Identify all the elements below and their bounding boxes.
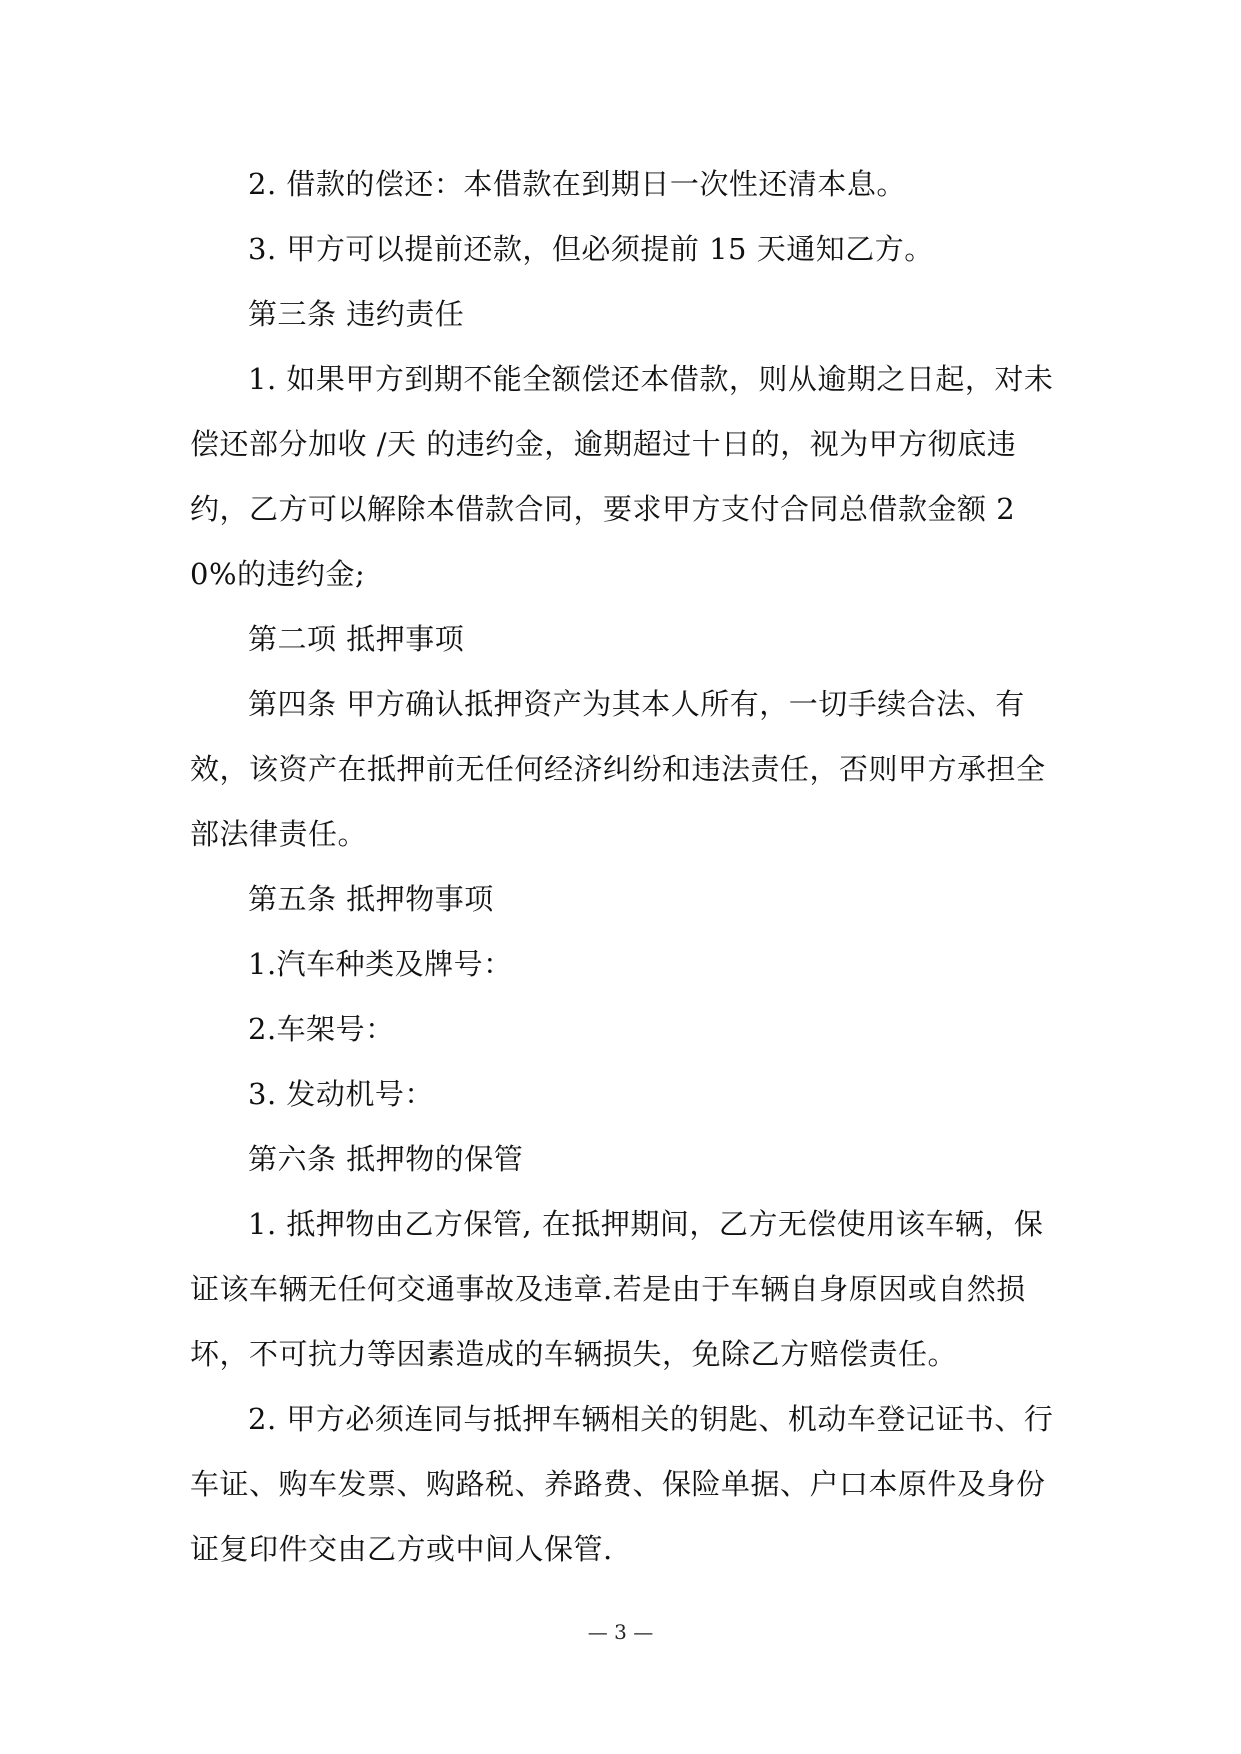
paragraph-frame-number: 2.车架号：: [248, 1012, 395, 1046]
page-number: — 3 —: [587, 1620, 654, 1644]
heading-section-2: 第二项 抵押事项: [248, 622, 465, 656]
paragraph-repayment: 2. 借款的偿还：本借款在到期日一次性还清本息。: [248, 167, 906, 201]
paragraph-custody-2: 2. 甲方必须连同与抵押车辆相关的钥匙、机动车登记证书、行车证、购车发票、购路税、养路费、保险单据、户口本原件及身份证复印件交由乙方或中间人保管.: [190, 1402, 1054, 1566]
paragraph-custody-1: 1. 抵押物由乙方保管, 在抵押期间，乙方无偿使用该车辆，保证该车辆无任何交通事故及违章.若是由于车辆自身原因或自然损坏，不可抗力等因素造成的车辆损失，免除乙方赔偿责任。: [190, 1207, 1044, 1371]
paragraph-article-4: 第四条 甲方确认抵押资产为其本人所有，一切手续合法、有效，该资产在抵押前无任何经济纠纷和违法责任，否则甲方承担全部法律责任。: [190, 687, 1046, 851]
paragraph-default-liability: 1. 如果甲方到期不能全额偿还本借款，则从逾期之日起，对未偿还部分加收 /天 的违约金，逾期超过十日的，视为甲方彻底违约，乙方可以解除本借款合同，要求甲方支付合同总借款金额 20%的违约金;: [190, 362, 1054, 591]
paragraph-vehicle-type: 1.汽车种类及牌号：: [248, 947, 513, 981]
paragraph-early-repayment: 3. 甲方可以提前还款，但必须提前 15 天通知乙方。: [248, 232, 934, 266]
heading-article-3: 第三条 违约责任: [248, 297, 465, 331]
document-body: [190, 152, 1056, 1582]
heading-article-6: 第六条 抵押物的保管: [248, 1142, 524, 1176]
heading-article-5: 第五条 抵押物事项: [248, 882, 494, 916]
paragraph-engine-number: 3. 发动机号：: [248, 1077, 434, 1111]
